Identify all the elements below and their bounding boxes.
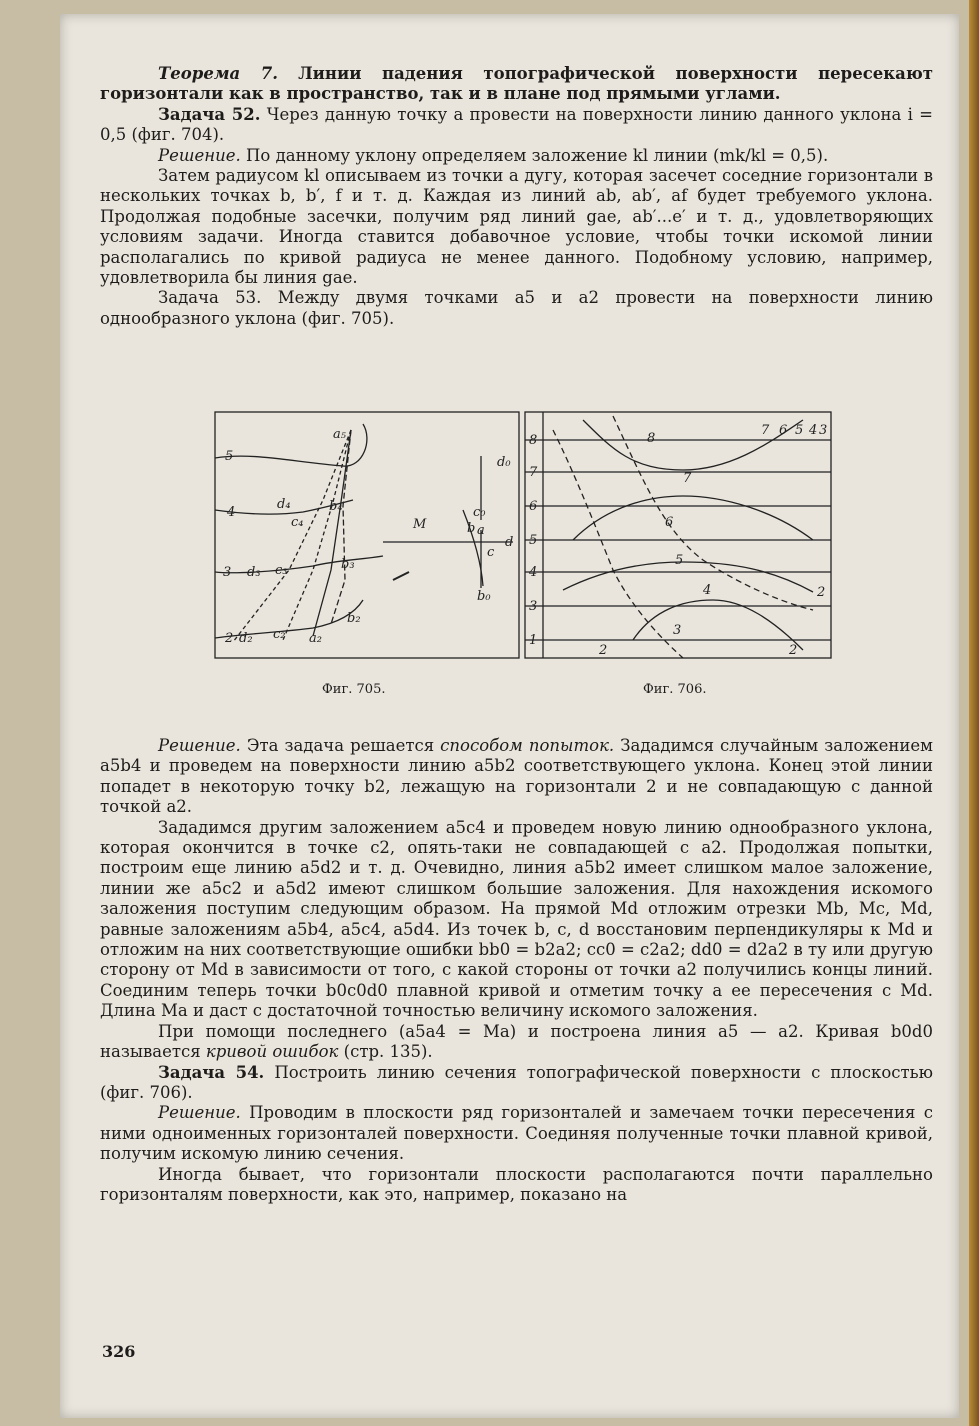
task-54-label: Задача 54. — [158, 1062, 265, 1082]
svg-text:b₃: b₃ — [341, 557, 355, 572]
svg-text:6: 6 — [779, 423, 788, 438]
svg-text:1: 1 — [529, 633, 538, 648]
svg-text:c: c — [487, 545, 495, 560]
svg-text:3: 3 — [673, 623, 682, 638]
svg-text:3: 3 — [223, 565, 232, 580]
paragraph-arc: Затем радиусом kl описываем из точки a дугу, которая засечет соседние горизонтали в нескольких точках b, b′, f и т. д. Каждая из линий ab, ab′, af будет требуемого уклона. Продолжая подобные засечки, получим ряд линий gae, ab′...e′ и т. д., удовлетворяющих условиям задачи. Иногда ставится добавочное условие, чтобы точки искомой линии располагались по кривой радиуса не менее данного. Подобному условию, например, удовлетворила бы линия gae. — [100, 166, 933, 288]
figures-705-706 — [213, 410, 835, 662]
svg-text:c₄: c₄ — [291, 515, 304, 530]
svg-text:7: 7 — [683, 471, 692, 486]
upper-text-block — [100, 64, 933, 329]
svg-text:6: 6 — [665, 515, 674, 530]
svg-text:2: 2 — [225, 631, 234, 646]
svg-text:d₀: d₀ — [497, 455, 511, 470]
task-54-text: Построить линию сечения топографической поверхности с плоскостью (фиг. 706). — [100, 1062, 934, 1102]
svg-text:7: 7 — [761, 423, 770, 438]
svg-text:4: 4 — [227, 505, 236, 520]
book-edge — [969, 0, 979, 1426]
fig706-frame — [525, 412, 831, 658]
svg-text:d₂: d₂ — [239, 631, 253, 646]
svg-text:6: 6 — [529, 499, 538, 514]
svg-text:8: 8 — [647, 431, 656, 446]
svg-text:3: 3 — [529, 599, 538, 614]
svg-text:d: d — [505, 535, 514, 550]
task-52 — [100, 105, 933, 146]
task-52-text: Через данную точку a провести на поверхности линию данного уклона i = 0,5 (фиг. 704). — [100, 104, 933, 145]
solution-54 — [100, 1103, 933, 1164]
svg-text:2: 2 — [817, 585, 826, 600]
svg-text:4: 4 — [529, 565, 538, 580]
svg-text:5: 5 — [795, 423, 804, 438]
svg-text:a₂: a₂ — [309, 631, 322, 646]
svg-text:4: 4 — [809, 423, 818, 438]
svg-text:4: 4 — [703, 583, 712, 598]
svg-text:b₀: b₀ — [477, 589, 491, 604]
error-curve-text-a: При помощи последнего (a5a4 = Ma) и построена линия a5 — a2. Кривая b0d0 называется — [100, 1021, 933, 1062]
theorem-text: Линии падения топографической поверхности пересекают горизонтали как в пространство, так и в плане под прямыми углами. — [100, 64, 933, 104]
svg-text:M: M — [413, 517, 427, 532]
task-53-label: Задача 53. — [158, 288, 262, 308]
paragraph-error-curve — [100, 1022, 933, 1063]
svg-text:5: 5 — [675, 553, 684, 568]
task-53-text: Между двумя точками a5 и a2 провести на поверхности линию однообразного уклона (фиг. 705). — [100, 288, 933, 328]
task-54 — [100, 1063, 933, 1104]
svg-text:8: 8 — [529, 433, 538, 448]
fig705-caption: Фиг. 705. — [322, 682, 386, 697]
svg-text:5: 5 — [529, 533, 538, 548]
error-curve-term: кривой ошибок — [205, 1042, 339, 1062]
page-number: 326 — [102, 1342, 136, 1361]
solution-53-label: Решение. — [158, 736, 241, 755]
solution-52 — [100, 146, 933, 166]
error-curve-text-b: (стр. 135). — [343, 1042, 433, 1062]
svg-text:b: b — [467, 521, 476, 536]
svg-text:c₂: c₂ — [273, 627, 286, 642]
svg-text:7: 7 — [529, 465, 538, 480]
fig706-caption: Фиг. 706. — [643, 682, 707, 697]
solution-label: Решение. — [158, 145, 241, 165]
solution-52-text: По данному уклону определяем заложение kl линии (mk/kl = 0,5). — [246, 145, 829, 165]
paragraph-last: Иногда бывает, что горизонтали плоскости располагаются почти параллельно горизонталям поверхности, как это, например, показано на — [100, 1164, 933, 1204]
svg-text:d₄: d₄ — [277, 497, 291, 512]
svg-text:b₂: b₂ — [347, 611, 361, 626]
solution-53-text-a: Эта задача решается — [246, 736, 435, 755]
svg-text:5: 5 — [225, 449, 234, 464]
method-term: способом попыток. — [440, 736, 615, 755]
svg-text:b₄: b₄ — [329, 499, 343, 514]
svg-text:d₃: d₃ — [247, 565, 261, 580]
svg-text:a₅: a₅ — [333, 427, 346, 442]
theorem-label: Теорема 7. — [158, 64, 278, 83]
svg-text:2: 2 — [599, 643, 608, 658]
solution-54-label: Решение. — [158, 1103, 241, 1123]
svg-text:a: a — [477, 523, 485, 538]
solution-53-text-b: Зададимся случайным заложением a5b4 и проведем на поверхности линию a5b2 соответствующего уклона. Конец этой линии попадет в некоторую точку b2, лежащую на горизонтали 2 и не совпадающую с данной точкой a2. — [100, 736, 933, 817]
paragraph-trials: Зададимся другим заложением a5c4 и проведем новую линию однообразного уклона, которая окончится в точке c2, опять-таки не совпадающей с a2. Продолжая попытки, построим еще линию a5d2 и т. д. Очевидно, линия a5b2 имеет слишком малое заложение, линии же a5c2 и a5d2 имеют слишком большие заложения. Для нахождения искомого заложения поступим следующим образом. На прямой Md отложим отрезки Mb, Mc, Md, равные заложениям a5b4, a5c4, a5d4. Из точек b, c, d восстановим перпендикуляры к Md и отложим на них соответствующие ошибки bb0 = b2a2; cc0 = c2a2; dd0 = d2a2 в ту или другую сторону от Md в зависимости от того, с какой стороны от точки a2 получились концы линий. Соединим теперь точки b0c0d0 плавной кривой и отметим точку a ее пересечения с Md. Длина Ma и даст с достаточной точностью величину искомого заложения. — [100, 817, 933, 1021]
svg-text:c₀: c₀ — [473, 505, 486, 520]
solution-54-text: Проводим в плоскости ряд горизонталей и замечаем точки пересечения с ними одноименных горизонталей поверхности. Соединяя полученные точки плавной кривой, получим искомую линию сечения. — [100, 1103, 933, 1164]
svg-text:c₃: c₃ — [275, 563, 288, 578]
lower-text-block — [100, 736, 933, 1205]
task-53 — [100, 288, 933, 329]
svg-text:3: 3 — [819, 423, 828, 438]
svg-text:2: 2 — [789, 643, 798, 658]
task-52-label: Задача 52. — [158, 104, 261, 124]
theorem-7 — [100, 64, 933, 105]
solution-53 — [100, 736, 933, 818]
